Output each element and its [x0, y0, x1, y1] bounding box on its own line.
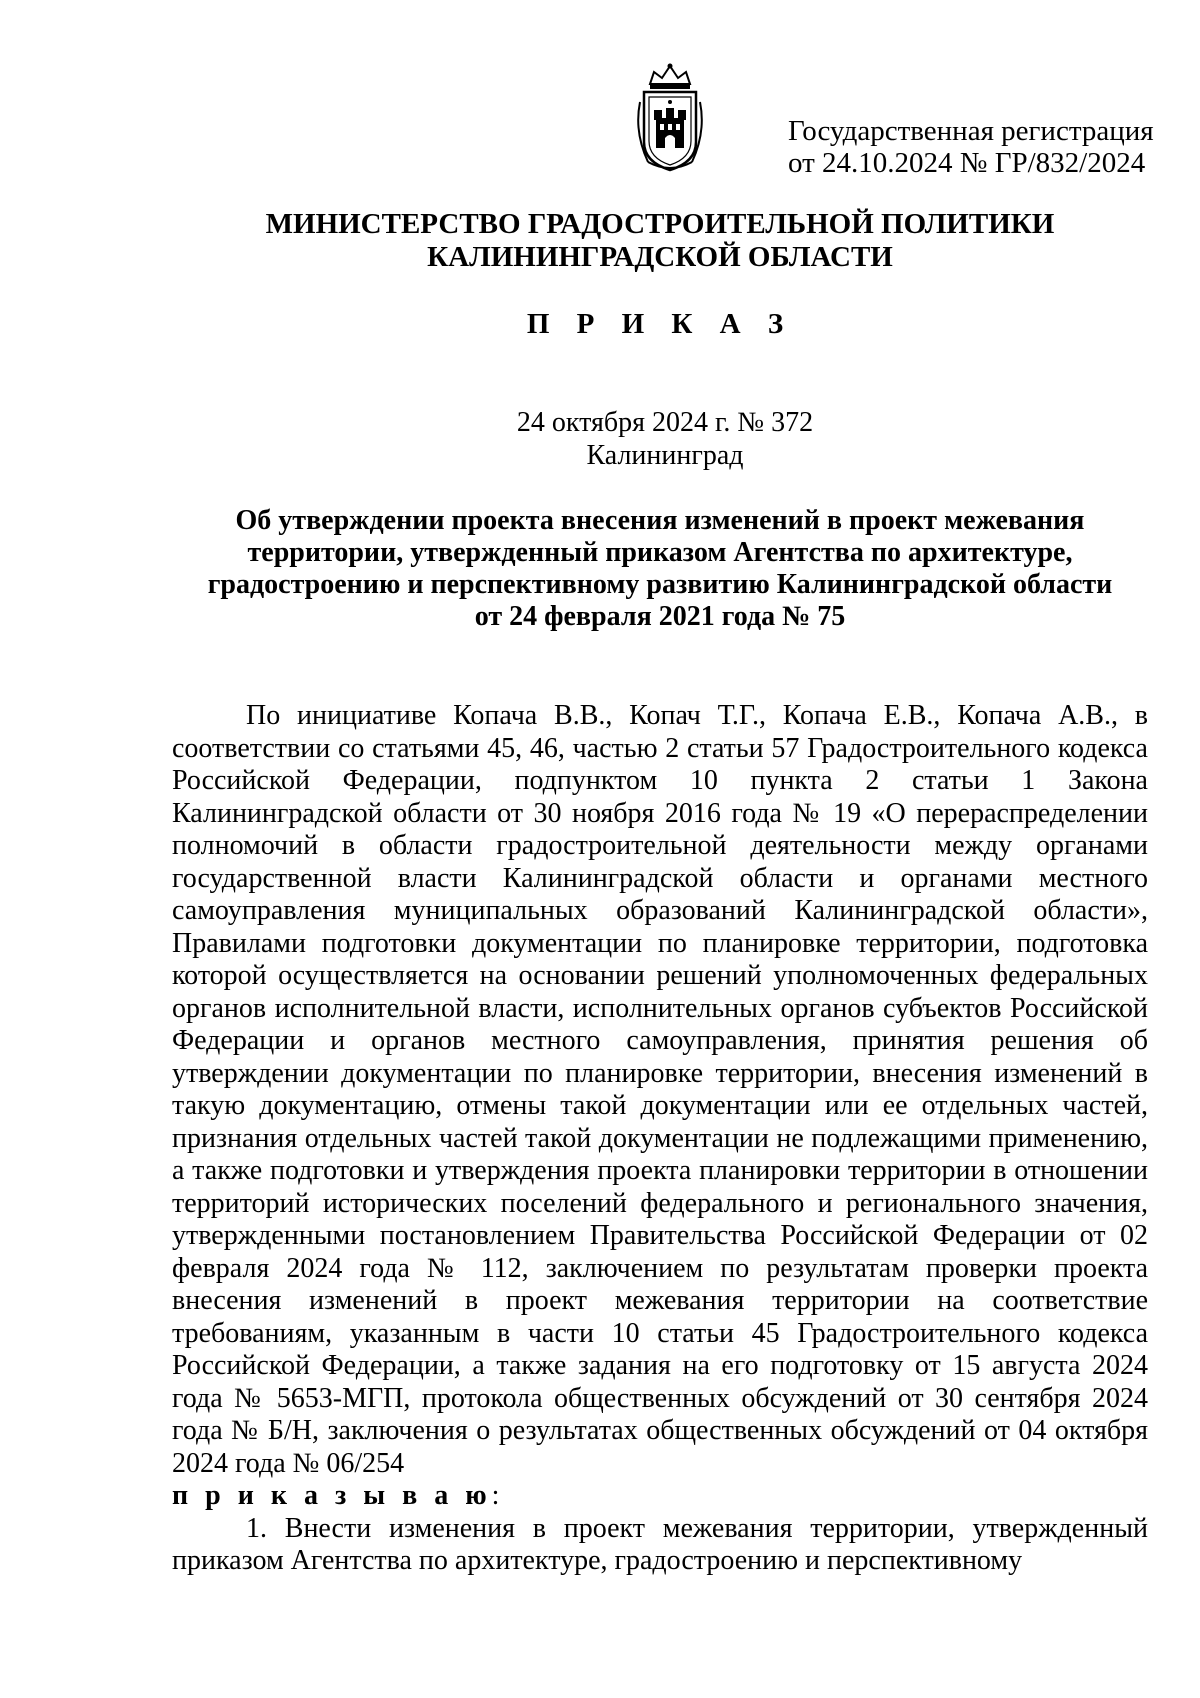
order-word-line: [172, 1480, 1148, 1513]
preamble-paragraph: По инициативе Копача В.В., Копач Т.Г., Копача Е.В., Копача А.В., в соответствии со статьями 45, 46, частью 2 статьи 57 Градостроительного кодекса Российской Федерации, подпунктом 10 пункта 2 статьи 1 Закона Калининградской области от 30 ноября 2016 года № 19 «О перераспределении полномочий в области градостроительной деятельности между органами государственной власти Калининградской области и органами местного самоуправления муниципальных образований Калининградской области», Правилами подготовки документации по планировке территории, подготовка которой осуществляется на основании решений уполномоченных федеральных органов исполнительной власти, исполнительных органов субъектов Российской Федерации и органов местного самоуправления, принятия решения об утверждении документации по планировке территории, внесения изменений в такую документацию, отмены такой документации или ее отдельных частей, признания отдельных частей такой документации не подлежащими применению, а также подготовки и утверждения проекта планировки территории в отношении территорий исторических поселений федерального и регионального значения, утвержденными постановлением Правительства Российской Федерации от 02 февраля 2024 года № 112, заключением по результатам проверки проекта внесения изменений в проект межевания территории на соответствие требованиям, указанным в части 10 статьи 45 Градостроительного кодекса Российской Федерации, а также задания на его подготовку от 15 августа 2024 года № 5653-МГП, протокола общественных обсуждений от 30 сентября 2024 года № Б/Н, заключения о результатах общественных обсуждений от 04 октября 2024 года № 06/254: [172, 700, 1148, 1479]
coat-of-arms-icon: [628, 62, 712, 174]
subject-line-3: градостроению и перспективному развитию Калининградской области: [207, 569, 1113, 600]
ministry-title-line-1: МИНИСТЕРСТВО ГРАДОСТРОИТЕЛЬНОЙ ПОЛИТИКИ: [265, 208, 1055, 240]
city: Калининград: [586, 440, 744, 471]
document-type-heading: П Р И К А З: [526, 308, 794, 340]
subject-line-4: от 24 февраля 2021 года № 75: [474, 601, 846, 632]
ministry-title-line-2: КАЛИНИНГРАДСКОЙ ОБЛАСТИ: [427, 241, 893, 273]
registration-line-1: Государственная регистрация: [788, 115, 1154, 147]
subject-heading: [0, 505, 1200, 633]
order-word: п р и к а з ы в а ю: [172, 1480, 492, 1511]
ministry-title: [0, 208, 1200, 274]
registration-block: [788, 115, 1168, 179]
subject-line-2: территории, утвержденный приказом Агентства по архитектуре,: [247, 537, 1073, 568]
order-colon: :: [491, 1480, 500, 1511]
registration-line-2: от 24.10.2024 № ГР/832/2024: [788, 147, 1146, 179]
date-number: 24 октября 2024 г. № 372: [516, 407, 814, 438]
document-body: [172, 700, 1148, 1578]
item-1-paragraph: 1. Внести изменения в проект межевания территории, утвержденный приказом Агентства по архитектуре, градостроению и перспективному: [172, 1512, 1148, 1576]
date-number-block: [0, 406, 1200, 472]
subject-line-1: Об утверждении проекта внесения изменений в проект межевания: [235, 505, 1085, 536]
